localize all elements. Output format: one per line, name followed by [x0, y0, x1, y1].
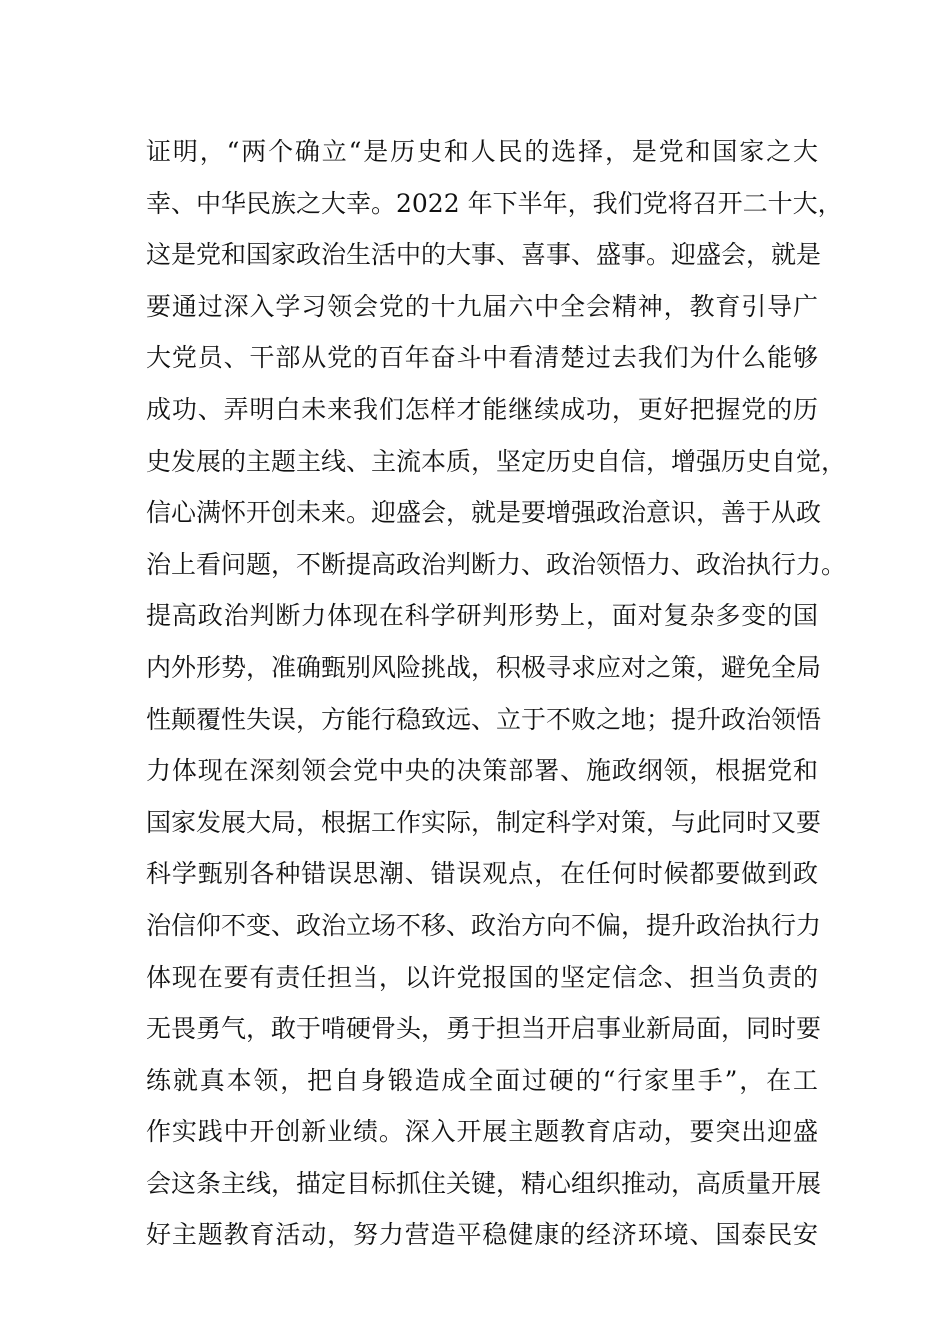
text-line: 练就真本领，把自身锻造成全面过硬的“行家里手”，在工: [146, 1065, 818, 1095]
text-line: 史发展的主题主线、主流本质，坚定历史自信，增强历史自觉，: [146, 446, 847, 476]
text-line: 科学甄别各种错误思潮、错误观点，在任何时候都要做到政: [146, 859, 818, 889]
text-line: 信心满怀开创未来。迎盛会，就是要增强政治意识，善于从政: [146, 498, 822, 528]
text-line: 成功、弄明白未来我们怎样才能继续成功，更好把握党的历: [146, 394, 818, 424]
text-line: 力体现在深刻领会党中央的决策部署、施政纲领，根据党和: [146, 756, 818, 786]
text-line: 大党员、干部从党的百年奋斗中看清楚过去我们为什么能够: [146, 343, 818, 373]
text-line: 提高政治判断力体现在科学研判形势上，面对复杂多变的国: [146, 601, 818, 631]
text-line: 这是党和国家政治生活中的大事、喜事、盛事。迎盛会，就是: [146, 240, 822, 270]
text-line: 内外形势，准确甄别风险挑战，积极寻求应对之策，避免全局: [146, 652, 822, 682]
text-line: 治信仰不变、政治立场不移、政治方向不偏，提升政治执行力: [146, 910, 822, 940]
text-line: 体现在要有责任担当，以许党报国的坚定信念、担当负责的: [146, 962, 818, 992]
text-line: 国家发展大局，根据工作实际，制定科学对策，与此同时又要: [146, 807, 822, 837]
text-line: 幸、中华民族之大幸。2022 年下半年，我们党将召开二十大，: [146, 188, 843, 218]
body-text: [146, 126, 847, 1261]
text-line: 性颠覆性失误，方能行稳致远、立于不败之地；提升政治领悟: [146, 704, 822, 734]
text-line: 好主题教育活动，努力营造平稳健康的经济环境、国泰民安: [146, 1220, 818, 1250]
text-line: 要通过深入学习领会党的十九届六中全会精神，教育引导广: [146, 291, 818, 321]
text-line: 治上看问题，不断提高政治判断力、政治领悟力、政治执行力。: [146, 549, 847, 579]
text-line: 证明，“两个确立“是历史和人民的选择，是党和国家之大: [146, 137, 818, 166]
text-line: 无畏勇气，敢于啃硬骨头，勇于担当开启事业新局面，同时要: [146, 1014, 822, 1044]
text-line: 会这条主线，描定目标抓住关键，精心组织推动，高质量开展: [146, 1168, 822, 1198]
text-line: 作实践中开创新业绩。深入开展主题教育店动，要突出迎盛: [146, 1117, 818, 1147]
